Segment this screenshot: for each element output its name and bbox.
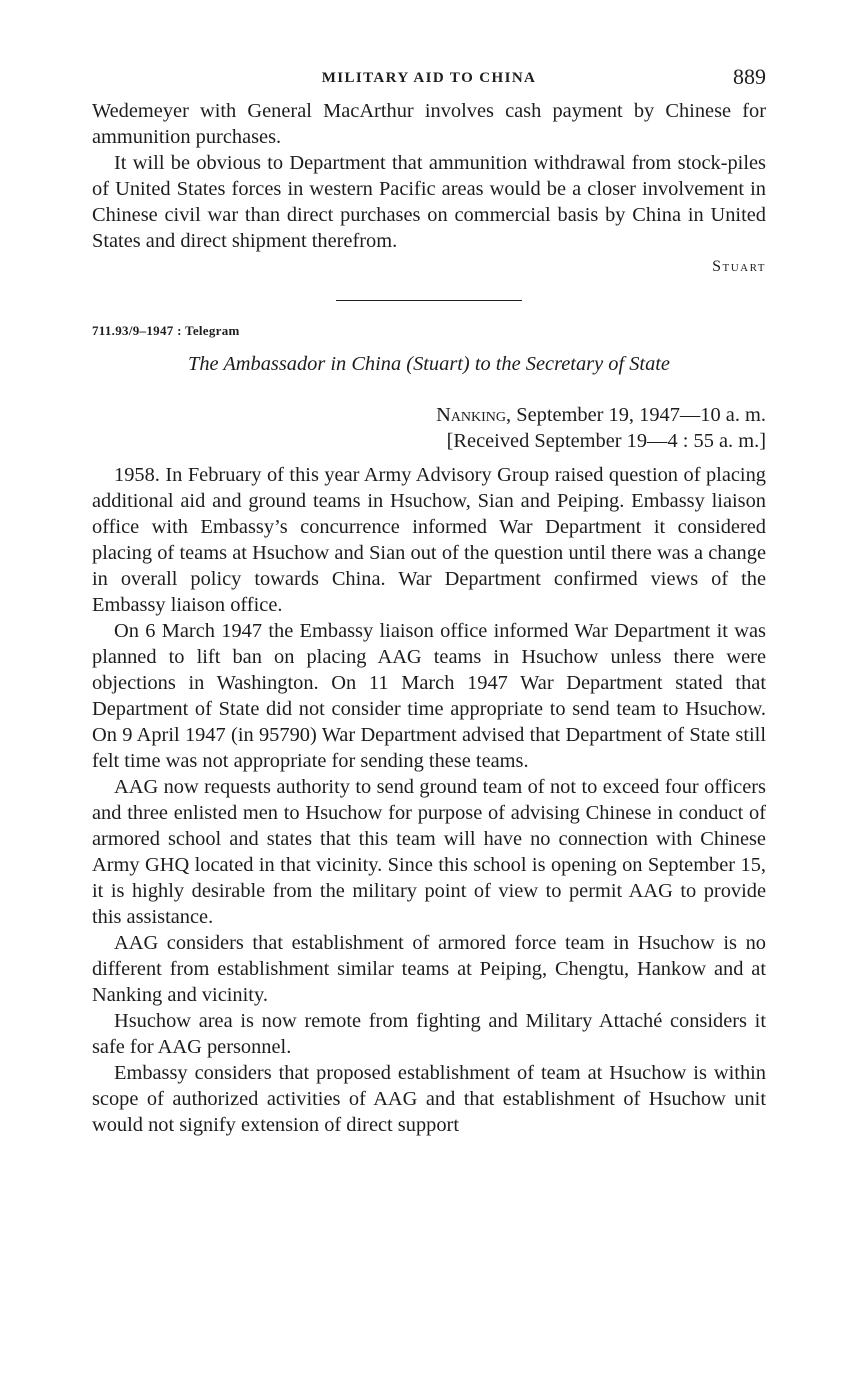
dateline-sent-time: , September 19, 1947—10 a. m.	[506, 404, 766, 426]
continuation-paragraph: Wedemeyer with General MacArthur involves cash payment by Chinese for ammunition purchases.	[92, 100, 766, 148]
page-header	[92, 64, 766, 98]
page-number: 889	[733, 64, 766, 89]
dateline-sent	[92, 402, 766, 428]
signature: Stuart	[712, 258, 766, 275]
running-title: MILITARY AID TO CHINA	[321, 70, 537, 86]
telegram-paragraph: AAG considers that establishment of armored force team in Hsuchow is no different from establishment similar teams at Peiping, Chengtu, Hankow and at Nanking and vicinity.	[92, 932, 766, 1006]
telegram-paragraph: 1958. In February of this year Army Advisory Group raised question of placing additional aid and ground teams in Hsuchow, Sian and Peiping. Embassy liaison office with Embassy’s concurrence informed War Department it considered placing of teams at Hsuchow and Sian out of the question until there was a change in overall policy towards China. War Department confirmed views of the Embassy liaison office.	[92, 464, 766, 616]
continuation-paragraph: It will be obvious to Department that ammunition withdrawal from stock-piles of United States forces in western Pacific areas would be a closer involvement in Chinese civil war than direct purchases on commercial basis by China in United States and direct shipment therefrom.	[92, 152, 766, 252]
telegram-paragraph: Hsuchow area is now remote from fighting and Military Attaché considers it safe for AAG personnel.	[92, 1010, 766, 1058]
dateline-received: [Received September 19—4 : 55 a. m.]	[446, 430, 766, 452]
telegram-paragraph: AAG now requests authority to send ground team of not to exceed four officers and three enlisted men to Hsuchow for purpose of advising Chinese in conduct of armored school and states that this team will have no connection with Chinese Army GHQ located in that vicinity. Since this school is opening on September 15, it is highly desirable from the military point of view to permit AAG to provide this assistance.	[92, 776, 766, 928]
dateline-place: Nanking	[436, 404, 507, 426]
document-page	[92, 64, 766, 1138]
telegram-paragraph: On 6 March 1947 the Embassy liaison office informed War Department it was planned to lift ban on placing AAG teams in Hsuchow unless there were objections in Washington. On 11 March 1947 War Department stated that Department of State did not consider time appropriate to send team to Hsuchow. On 9 April 1947 (in 95790) War Department advised that Department of State still felt time was not appropriate for sending these teams.	[92, 620, 766, 772]
section-divider	[336, 300, 522, 301]
telegram-paragraph: Embassy considers that proposed establishment of team at Hsuchow is within scope of authorized activities of AAG and that establishment of Hsuchow unit would not signify extension of direct support	[92, 1062, 766, 1136]
telegram-title: The Ambassador in China (Stuart) to the Secretary of State	[188, 353, 670, 375]
file-reference: 711.93/9–1947 : Telegram	[92, 323, 240, 338]
